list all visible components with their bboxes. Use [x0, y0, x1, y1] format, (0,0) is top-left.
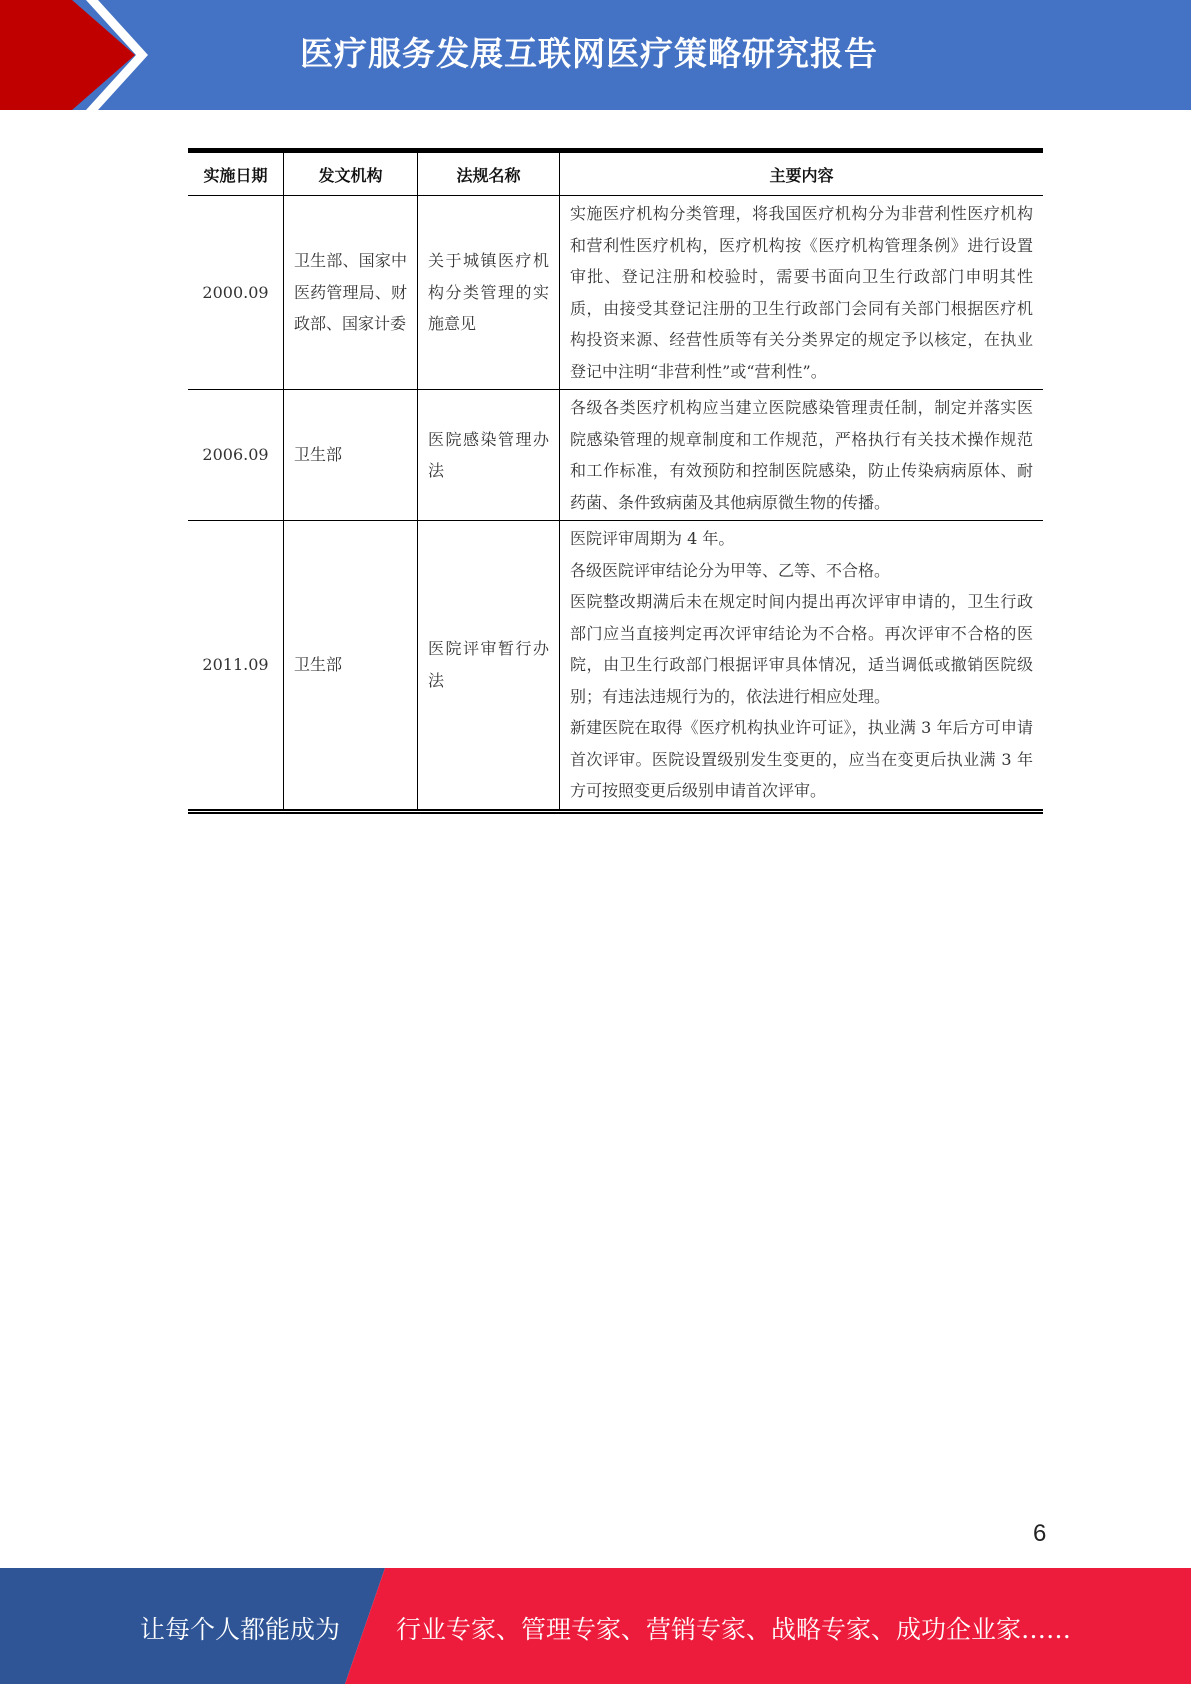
issuer-cell: 卫生部: [284, 390, 418, 521]
regulation-name-cell: 医院感染管理办法: [418, 390, 560, 521]
table-row: [188, 390, 1043, 521]
issuer-cell: 卫生部: [284, 521, 418, 812]
regulations-table: [188, 148, 1043, 814]
footer-banner: [0, 1568, 1191, 1684]
content-paragraph: 医院整改期满后未在规定时间内提出再次评审申请的，卫生行政部门应当直接判定再次评审结论为不合格。再次评审不合格的医院，由卫生行政部门根据评审具体情况，适当调低或撤销医院级别；有违法违规行为的，依法进行相应处理。: [570, 592, 1033, 706]
regulation-name-cell: 医院评审暂行办法: [418, 521, 560, 812]
table-row: [188, 521, 1043, 812]
table-header-row: [188, 151, 1043, 196]
content-cell: [560, 196, 1044, 390]
column-header-regulation: 法规名称: [418, 151, 560, 196]
content-paragraph: 新建医院在取得《医疗机构执业许可证》，执业满 3 年后方可申请首次评审。医院设置级别发生变更的，应当在变更后执业满 3 年方可按照变更后级别申请首次评审。: [570, 718, 1033, 800]
content-paragraph: 各级医院评审结论分为甲等、乙等、不合格。: [570, 560, 891, 580]
issuer-cell: 卫生部、国家中医药管理局、财政部、国家计委: [284, 196, 418, 390]
footer-slogan-left: 让每个人都能成为: [140, 1615, 341, 1644]
content-paragraph: 各级各类医疗机构应当建立医院感染管理责任制，制定并落实医院感染管理的规章制度和工作规范，严格执行有关技术操作规范和工作标准，有效预防和控制医院感染，防止传染病病原体、耐药菌、条件致病菌及其他病原微生物的传播。: [570, 398, 1033, 512]
footer-slogan-right: 行业专家、管理专家、营销专家、战略专家、成功企业家……: [396, 1615, 1072, 1644]
date-cell: 2011.09: [188, 521, 284, 812]
content-cell: [560, 390, 1044, 521]
regulation-name-cell: 关于城镇医疗机构分类管理的实施意见: [418, 196, 560, 390]
header-arrow-decoration: [0, 0, 200, 110]
page-number: 6: [1033, 1520, 1047, 1547]
date-cell: 2006.09: [188, 390, 284, 521]
content-cell: [560, 521, 1044, 812]
table-row: [188, 196, 1043, 390]
header-banner: [0, 0, 1191, 110]
content-paragraph: 实施医疗机构分类管理，将我国医疗机构分为非营利性医疗机构和营利性医疗机构，医疗机构按《医疗机构管理条例》进行设置审批、登记注册和校验时，需要书面向卫生行政部门申明其性质，由接受其登记注册的卫生行政部门会同有关部门根据医疗机构投资来源、经营性质等有关分类界定的规定予以核定，在执业登记中注明“非营利性”或“营利性”。: [570, 204, 1033, 381]
column-header-issuer: 发文机构: [284, 151, 418, 196]
column-header-content: 主要内容: [560, 151, 1044, 196]
date-cell: 2000.09: [188, 196, 284, 390]
report-title: 医疗服务发展互联网医疗策略研究报告: [300, 34, 878, 73]
content-paragraph: 医院评审周期为 4 年。: [570, 529, 735, 548]
column-header-date: 实施日期: [188, 151, 284, 196]
